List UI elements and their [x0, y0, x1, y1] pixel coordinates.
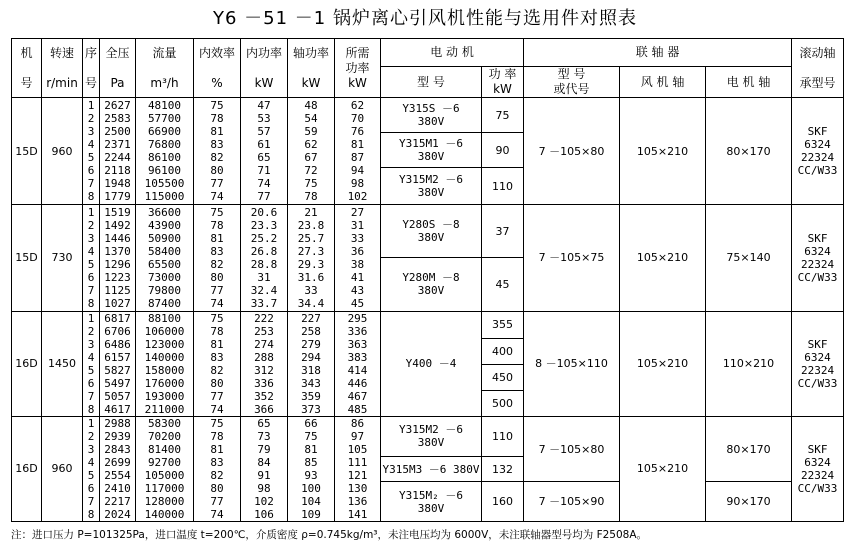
table-row	[12, 416, 844, 456]
inner-power-cell: 65 73 79 84 91 98 102 106	[241, 416, 288, 521]
motor-model-cell: Y280M －8 380V	[381, 258, 482, 311]
motor-shaft-cell: 90×170	[706, 482, 792, 522]
coupling-model-cell: 7 －105×75	[524, 205, 620, 311]
fan-shaft-cell: 105×210	[620, 98, 706, 205]
motor-shaft-cell: 80×170	[706, 416, 792, 482]
motor-power-cell: 90	[482, 133, 524, 168]
inner-power-cell: 222 253 274 288 312 336 352 366	[241, 311, 288, 416]
motor-power-cell: 355	[482, 311, 524, 338]
pressure-cell: 1519 1492 1446 1370 1296 1223 1125 1027	[100, 205, 136, 311]
motor-power-cell: 500	[482, 390, 524, 416]
table-row	[12, 98, 844, 133]
req-power-cell: 62 70 76 81 87 94 98 102	[335, 98, 381, 205]
motor-power-cell: 110	[482, 168, 524, 205]
eff-cell: 75 78 81 83 82 80 77 74	[194, 311, 241, 416]
table-row	[12, 311, 844, 338]
motor-power-cell: 400	[482, 338, 524, 364]
shaft-power-cell: 227 258 279 294 318 343 359 373	[288, 311, 335, 416]
seq-cell: 1 2 3 4 5 6 7 8	[83, 98, 100, 205]
header-fan-shaft: 风 机 轴	[620, 67, 706, 98]
bearing-cell: SKF 6324 22324 CC/W33	[792, 416, 844, 521]
header-inner-power: 内功率 kW	[241, 39, 288, 98]
motor-power-cell: 45	[482, 258, 524, 311]
seq-cell: 1 2 3 4 5 6 7 8	[83, 311, 100, 416]
bearing-cell: SKF 6324 22324 CC/W33	[792, 311, 844, 416]
pressure-cell: 6817 6706 6486 6157 5827 5497 5057 4617	[100, 311, 136, 416]
flow-cell: 48100 57700 66900 76800 86100 96100 105500 115000	[136, 98, 194, 205]
machine-no-cell: 15D	[12, 98, 42, 205]
header-speed: 转速 r/min	[42, 39, 83, 98]
shaft-power-cell: 48 54 59 62 67 72 75 78	[288, 98, 335, 205]
inner-power-cell: 47 53 57 61 65 71 74 77	[241, 98, 288, 205]
motor-power-cell: 132	[482, 457, 524, 482]
footnote: 注：进口压力 P=101325Pa，进口温度 t=200℃，介质密度 ρ=0.745kg/m³，未注电压均为 6000V，未注联轴器型号均为 F2508A。	[11, 529, 648, 541]
req-power-cell: 295 336 363 383 414 446 467 485	[335, 311, 381, 416]
eff-cell: 75 78 81 83 82 80 77 74	[194, 205, 241, 311]
bearing-cell: SKF 6324 22324 CC/W33	[792, 205, 844, 311]
machine-no-cell: 16D	[12, 311, 42, 416]
header-bearing: 滚动轴 承型号	[792, 39, 844, 98]
fan-shaft-cell: 105×210	[620, 205, 706, 311]
page-title: Y6 －51 －1 锅炉离心引风机性能与选用件对照表	[213, 8, 637, 29]
motor-model-cell: Y315M2 －6 380V	[381, 416, 482, 456]
coupling-model-cell: 7 －105×80	[524, 416, 620, 482]
motor-shaft-cell: 80×170	[706, 98, 792, 205]
fan-shaft-cell: 105×210	[620, 416, 706, 521]
machine-no-cell: 16D	[12, 416, 42, 521]
shaft-power-cell: 66 75 81 85 93 100 104 109	[288, 416, 335, 521]
header-flow: 流量 m³/h	[136, 39, 194, 98]
header-coupling-group: 联 轴 器	[524, 39, 792, 67]
speed-cell: 1450	[42, 311, 83, 416]
header-row	[12, 39, 844, 67]
motor-power-cell: 160	[482, 482, 524, 522]
req-power-cell: 86 97 105 111 121 130 136 141	[335, 416, 381, 521]
header-pressure: 全压 Pa	[100, 39, 136, 98]
motor-power-cell: 37	[482, 205, 524, 258]
motor-model-cell: Y400 －4	[381, 311, 482, 416]
bearing-cell: SKF 6324 22324 CC/W33	[792, 98, 844, 205]
header-machine-no: 机 号	[12, 39, 42, 98]
req-power-cell: 27 31 33 36 38 41 43 45	[335, 205, 381, 311]
header-shaft-power: 轴功率 kW	[288, 39, 335, 98]
fan-shaft-cell: 105×210	[620, 311, 706, 416]
motor-model-cell: Y315M1 －6 380V	[381, 133, 482, 168]
motor-model-cell: Y315S －6 380V	[381, 98, 482, 133]
motor-power-cell: 75	[482, 98, 524, 133]
speed-cell: 730	[42, 205, 83, 311]
table-row	[12, 205, 844, 258]
flow-cell: 88100 106000 123000 140000 158000 176000 193000 211000	[136, 311, 194, 416]
seq-cell: 1 2 3 4 5 6 7 8	[83, 205, 100, 311]
inner-power-cell: 20.6 23.3 25.2 26.8 28.8 31 32.4 33.7	[241, 205, 288, 311]
header-eff: 内效率 %	[194, 39, 241, 98]
eff-cell: 75 78 81 83 82 80 77 74	[194, 98, 241, 205]
motor-power-cell: 110	[482, 416, 524, 456]
shaft-power-cell: 21 23.8 25.7 27.3 29.3 31.6 33 34.4	[288, 205, 335, 311]
coupling-model-cell: 7 －105×90	[524, 482, 620, 522]
flow-cell: 58300 70200 81400 92700 105000 117000 128000 140000	[136, 416, 194, 521]
motor-shaft-cell: 110×210	[706, 311, 792, 416]
header-motor-shaft: 电 机 轴	[706, 67, 792, 98]
flow-cell: 36600 43900 50900 58400 65500 73000 79800 87400	[136, 205, 194, 311]
header-seq: 序 号	[83, 39, 100, 98]
motor-shaft-cell: 75×140	[706, 205, 792, 311]
motor-model-cell: Y315M3 －6 380V	[381, 457, 482, 482]
motor-model-cell: Y280S －8 380V	[381, 205, 482, 258]
pressure-cell: 2988 2939 2843 2699 2554 2410 2217 2024	[100, 416, 136, 521]
spec-table	[11, 38, 844, 522]
header-coupling-model: 型 号 或代号	[524, 67, 620, 98]
speed-cell: 960	[42, 416, 83, 521]
speed-cell: 960	[42, 98, 83, 205]
eff-cell: 75 78 81 83 82 80 77 74	[194, 416, 241, 521]
header-motor-group: 电 动 机	[381, 39, 524, 67]
motor-power-cell: 450	[482, 364, 524, 390]
header-motor-model: 型 号	[381, 67, 482, 98]
coupling-model-cell: 7 －105×80	[524, 98, 620, 205]
header-req-power: 所需 功率 kW	[335, 39, 381, 98]
coupling-model-cell: 8 －105×110	[524, 311, 620, 416]
motor-model-cell: Y315M₂ －6 380V	[381, 482, 482, 522]
motor-model-cell: Y315M2 －6 380V	[381, 168, 482, 205]
header-motor-power: 功 率 kW	[482, 67, 524, 98]
machine-no-cell: 15D	[12, 205, 42, 311]
seq-cell: 1 2 3 4 5 6 7 8	[83, 416, 100, 521]
pressure-cell: 2627 2583 2500 2371 2244 2118 1948 1779	[100, 98, 136, 205]
